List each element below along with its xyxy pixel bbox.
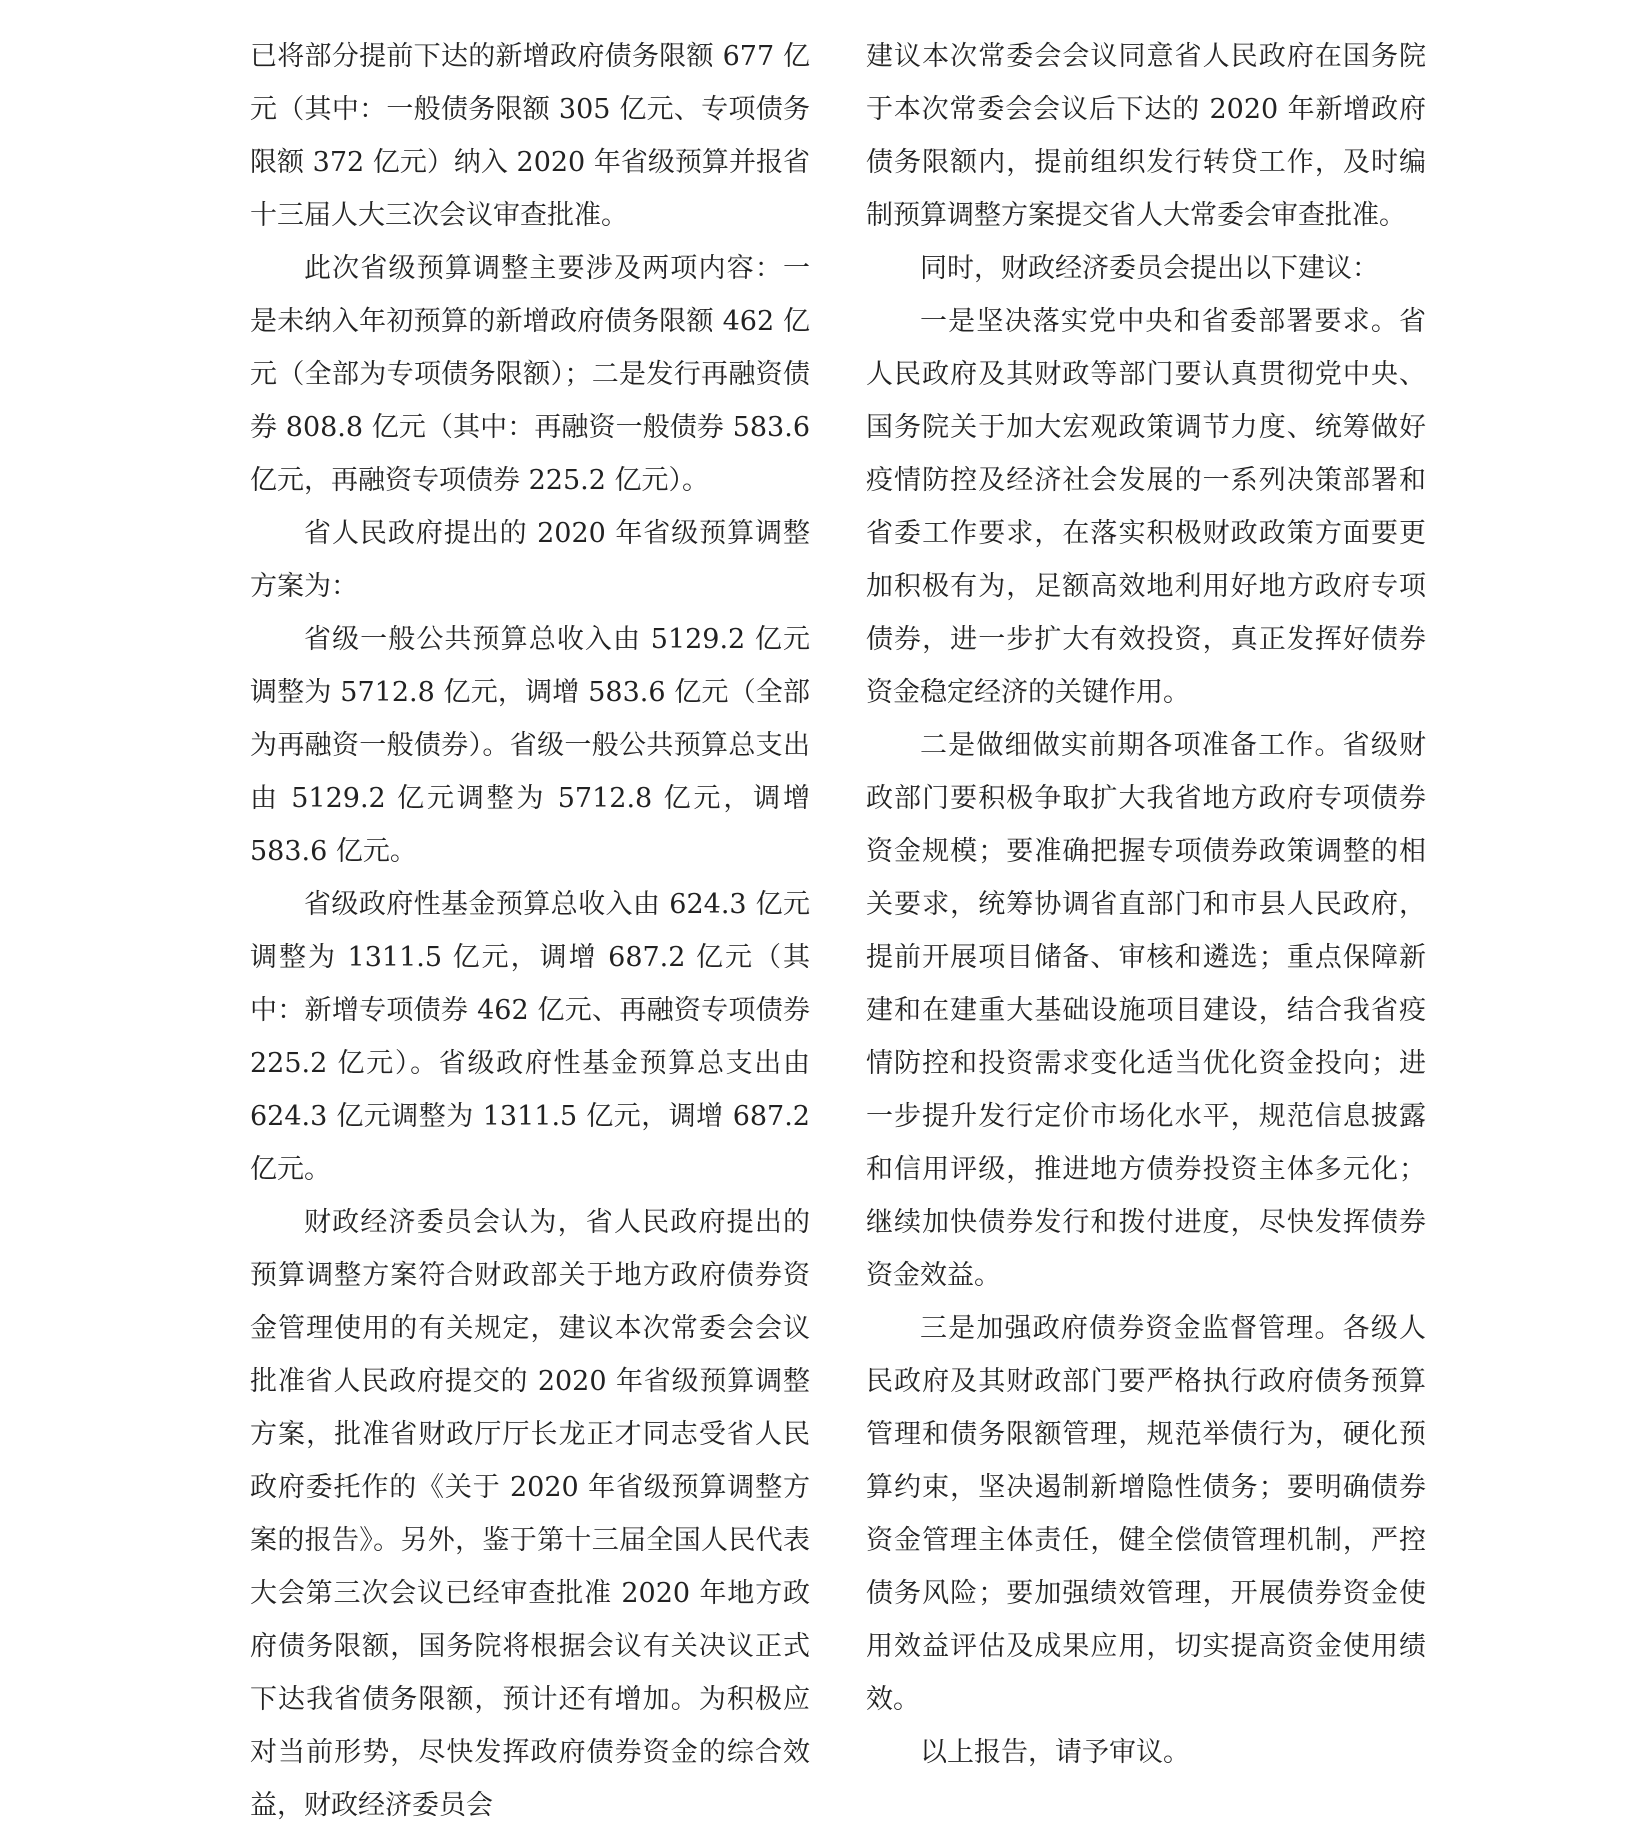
paragraph: 一是坚决落实党中央和省委部署要求。省人民政府及其财政等部门要认真贯彻党中央、国务院关于加大宏观政策调节力度、统筹做好疫情防控及经济社会发展的一系列决策部署和省委工作要求，在落实积极财政政策方面要更加积极有为，足额高效地利用好地方政府专项债券，进一步扩大有效投资，真正发挥好债券资金稳定经济的关键作用。 bbox=[866, 306, 1426, 708]
right-column bbox=[866, 30, 1426, 1779]
left-column bbox=[250, 30, 810, 1832]
paragraph: 二是做细做实前期各项准备工作。省级财政部门要积极争取扩大我省地方政府专项债券资金规模；要准确把握专项债券政策调整的相关要求，统筹协调省直部门和市县人民政府，提前开展项目储备、审核和遴选；重点保障新建和在建重大基础设施项目建设，结合我省疫情防控和投资需求变化适当优化资金投向；进一步提升发行定价市场化水平，规范信息披露和信用评级，推进地方债券投资主体多元化；继续加快债券发行和拨付进度，尽快发挥债券资金效益。 bbox=[866, 730, 1426, 1291]
paragraph: 建议本次常委会会议同意省人民政府在国务院于本次常委会会议后下达的 2020 年新增政府债务限额内，提前组织发行转贷工作，及时编制预算调整方案提交省人大常委会审查批准。 bbox=[866, 41, 1426, 231]
paragraph: 省级一般公共预算总收入由 5129.2 亿元调整为 5712.8 亿元，调增 583.6 亿元（全部为再融资一般债券）。省级一般公共预算总支出由 5129.2 亿元调整为 5712.8 亿元，调增 583.6 亿元。 bbox=[250, 624, 810, 867]
paragraph: 财政经济委员会认为，省人民政府提出的预算调整方案符合财政部关于地方政府债券资金管理使用的有关规定，建议本次常委会会议批准省人民政府提交的 2020 年省级预算调整方案，批准省财政厅厅长龙正才同志受省人民政府委托作的《关于 2020 年省级预算调整方案的报告》。另外，鉴于第十三届全国人民代表大会第三次会议已经审查批准 2020 年地方政府债务限额，国务院将根据会议有关决议正式下达我省债务限额，预计还有增加。为积极应对当前形势，尽快发挥政府债券资金的综合效益，财政经济委员会 bbox=[250, 1207, 810, 1821]
paragraph: 已将部分提前下达的新增政府债务限额 677 亿元（其中：一般债务限额 305 亿元、专项债务限额 372 亿元）纳入 2020 年省级预算并报省十三届人大三次会议审查批准。 bbox=[250, 41, 810, 231]
paragraph: 省级政府性基金预算总收入由 624.3 亿元调整为 1311.5 亿元，调增 687.2 亿元（其中：新增专项债券 462 亿元、再融资专项债券 225.2 亿元）。省级政府性基金预算总支出由 624.3 亿元调整为 1311.5 亿元，调增 687.2 亿元。 bbox=[250, 889, 810, 1185]
paragraph: 以上报告，请予审议。 bbox=[920, 1737, 1190, 1768]
paragraph: 同时，财政经济委员会提出以下建议： bbox=[920, 253, 1379, 284]
paragraph: 此次省级预算调整主要涉及两项内容：一是未纳入年初预算的新增政府债务限额 462 亿元（全部为专项债务限额）；二是发行再融资债券 808.8 亿元（其中：再融资一般债券 583.6 亿元，再融资专项债券 225.2 亿元）。 bbox=[250, 253, 810, 496]
paragraph: 三是加强政府债券资金监督管理。各级人民政府及其财政部门要严格执行政府债务预算管理和债务限额管理，规范举债行为，硬化预算约束，坚决遏制新增隐性债务；要明确债券资金管理主体责任，健全偿债管理机制，严控债务风险；要加强绩效管理，开展债券资金使用效益评估及成果应用，切实提高资金使用绩效。 bbox=[866, 1313, 1426, 1715]
paragraph: 省人民政府提出的 2020 年省级预算调整方案为： bbox=[250, 518, 810, 602]
